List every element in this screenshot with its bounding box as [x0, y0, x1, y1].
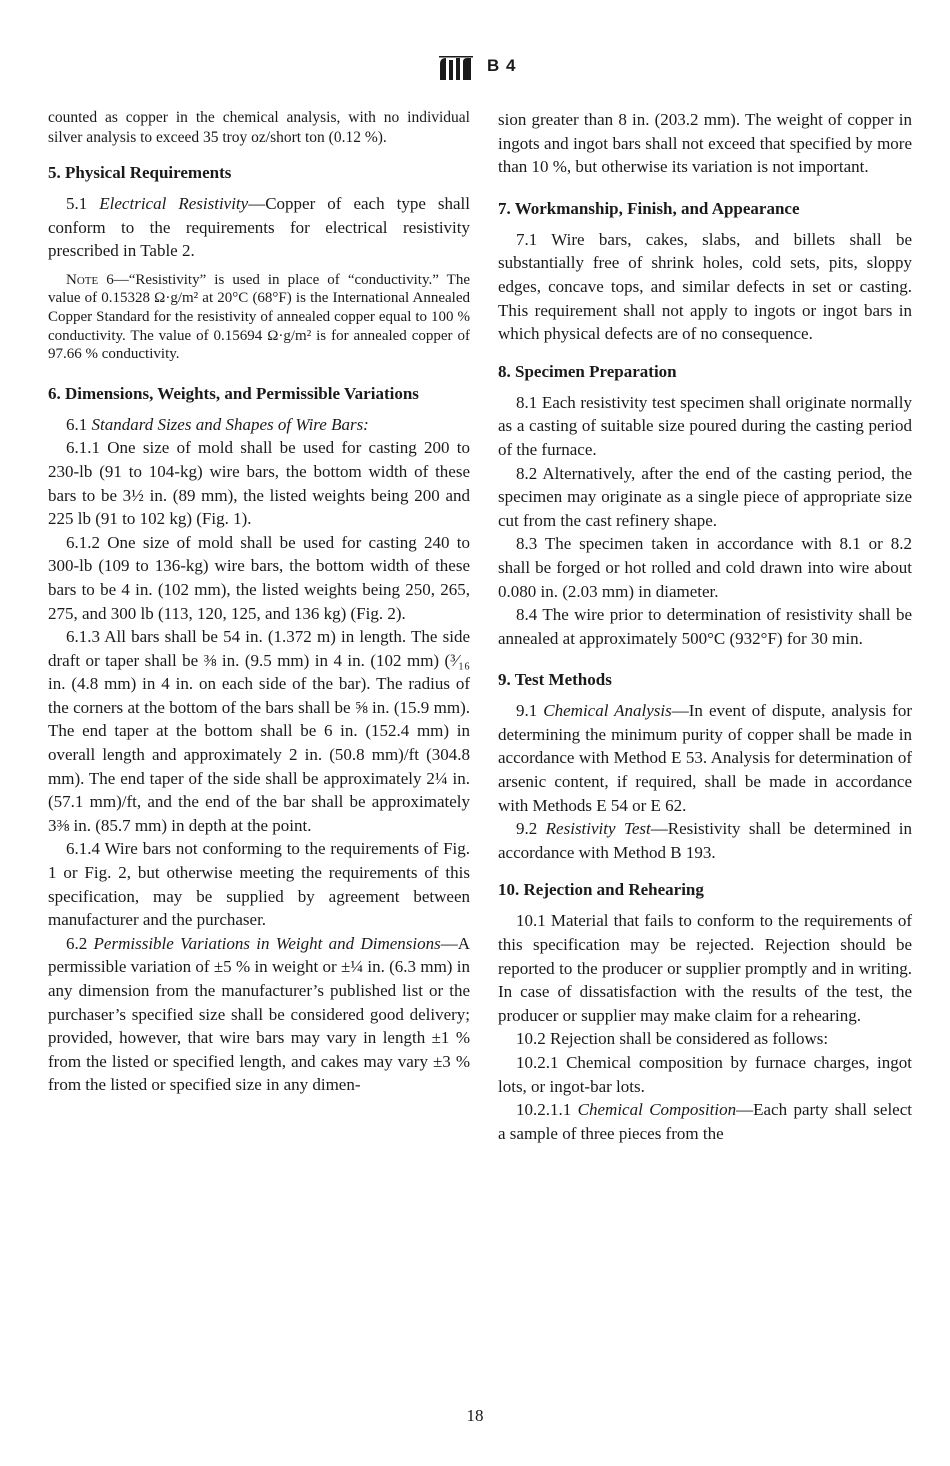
section-8-2: 8.2 Alternatively, after the end of the casting period, the specimen may originate as a single piece of appropriate size cut from the cast refinery shape. — [498, 463, 912, 530]
section-10-2-1: 10.2.1 Chemical composition by furnace charges, ingot lots, or ingot-bar lots. — [498, 1053, 912, 1096]
section-10-1: 10.1 Material that fails to conform to the requirements of this specification may be rejected. Rejection should be reported to the producer or supplier promptly and in writing. In case of dissatisfaction with the results of the test, the producer or supplier may make claim for a rehearing. — [498, 911, 912, 1025]
section-9-2: 9.2 Resistivity Test—Resistivity shall be determined in accordance with Method B 193. — [498, 819, 913, 862]
section-9-heading: 9. Test Methods — [498, 670, 612, 690]
section-10-2-1-1: 10.2.1.1 Chemical Composition—Each party shall select a sample of three pieces from the — [498, 1100, 913, 1143]
section-6-2: 6.2 Permissible Variations in Weight and Dimensions—A permissible variation of ±5 % in weight or ±¼ in. (6.3 mm) in any dimension from the manufacturer’s published list or the purchaser’s specified size shall be considered good delivery; provided, however, that wire bars may vary in length ±1 % from the listed or specified length, and cakes may vary ±3 % from the listed or specified size in any dimen- — [48, 933, 471, 1095]
section-8-4: 8.4 The wire prior to determination of resistivity shall be annealed at approximately 500°C (932°F) for 30 min. — [498, 605, 912, 648]
note-6: Note 6—“Resistivity” is used in place of “conductivity.” The value of 0.15328 Ω·g/m² at 20°C (68°F) is the International Annealed Copper Standard for the resistivity of annealed copper equal to 100 % conductivity. The value of 0.15694 Ω·g/m² is for annealed copper of 97.66 % conductivity. — [48, 271, 470, 363]
section-5-1: 5.1 Electrical Resistivity—Copper of each type shall conform to the requirements for electrical resistivity prescribed in Table 2. — [48, 194, 471, 261]
section-5-heading: 5. Physical Requirements — [48, 163, 232, 182]
section-6-1-4: 6.1.4 Wire bars not conforming to the requirements of Fig. 1 or Fig. 2, but otherwise meeting the requirements of this specification, may be supplied by agreement between manufacturer and the purchaser. — [48, 839, 470, 930]
section-8-1: 8.1 Each resistivity test specimen shall originate normally as a casting of suitable size poured during the casting period of the furnace. — [498, 392, 912, 459]
section-6-1-2: 6.1.2 One size of mold shall be used for casting 240 to 300-lb (109 to 136-kg) wire bars, the bottom width of these bars to be 4 in. (102 mm), the listed weights being 250, 265, 275, and 300 lb (113, 120, 125, and 136 kg) (Fig. 2). — [48, 532, 470, 623]
section-6-heading: 6. Dimensions, Weights, and Permissible Variations — [48, 383, 419, 403]
paragraph-continued: counted as copper in the chemical analysis, with no individual silver analysis to exceed 35 troy oz/short ton (0.12 %). — [48, 109, 470, 146]
section-6-1-3: 6.1.3 All bars shall be 54 in. (1.372 m) in length. The side draft or taper shall be ⅜ in. (9.5 mm) in 4 in. (102 mm) (³⁄₁₆ in. (4.8 mm) in 4 in. on each side of the bar). The radius of the corners at the bottom of the bars shall be ⅝ in. (15.9 mm). The end taper at the bottom shall be 6 in. (152.4 mm) in overall length and approximately 2 in. (50.8 mm)/ft (304.8 mm). The end taper of the side shall be approximately 2¼ in. (57.1 mm)/ft, and the end of the bar shall be approximately 3⅜ in. (85.7 mm) in depth at the point. — [48, 627, 470, 835]
section-10-2: 10.2 Rejection shall be considered as follows: — [516, 1029, 829, 1049]
astm-logo — [434, 54, 478, 84]
paragraph-continued-right: sion greater than 8 in. (203.2 mm). The weight of copper in ingots and ingot bars shall not exceed that specified by more than 10 %, but otherwise its variation is not important. — [498, 110, 912, 177]
astm-logo-mark — [434, 54, 478, 84]
section-7-heading: 7. Workmanship, Finish, and Appearance — [498, 198, 800, 218]
section-6-1: 6.1 Standard Sizes and Shapes of Wire Bars: — [66, 414, 369, 434]
page-number: 18 — [466, 1406, 484, 1425]
section-10-heading: 10. Rejection and Rehearing — [498, 880, 704, 900]
page-header — [0, 50, 950, 90]
section-9-1: 9.1 Chemical Analysis—In event of dispute, analysis for determining the minimum purity of copper shall be made in accordance with Method E 53. Analysis for determination of arsenic content, if required, shall be made in accordance with Methods E 54 or E 62. — [498, 701, 912, 815]
section-6-1-1: 6.1.1 One size of mold shall be used for casting 200 to 230-lb (91 to 104-kg) wire bars, the bottom width of these bars to be 3½ in. (89 mm), the listed weights being 200 and 225 lb (91 to 102 kg) (Fig. 1). — [48, 438, 470, 529]
section-8-3: 8.3 The specimen taken in accordance with 8.1 or 8.2 shall be forged or hot rolled and cold drawn into wire about 0.080 in. (2.03 mm) in diameter. — [498, 534, 912, 601]
right-column — [498, 108, 912, 1145]
section-8-heading: 8. Specimen Preparation — [498, 361, 677, 381]
section-7-1: 7.1 Wire bars, cakes, slabs, and billets shall be substantially free of shrink holes, cold sets, pits, sloppy edges, concave tops, and similar defects in set or casting. This requirement shall not apply to ingots or ingot bars in which physical defects are of no consequence. — [498, 229, 912, 344]
left-column — [48, 108, 470, 1097]
standard-designation: B 4 — [487, 56, 517, 75]
